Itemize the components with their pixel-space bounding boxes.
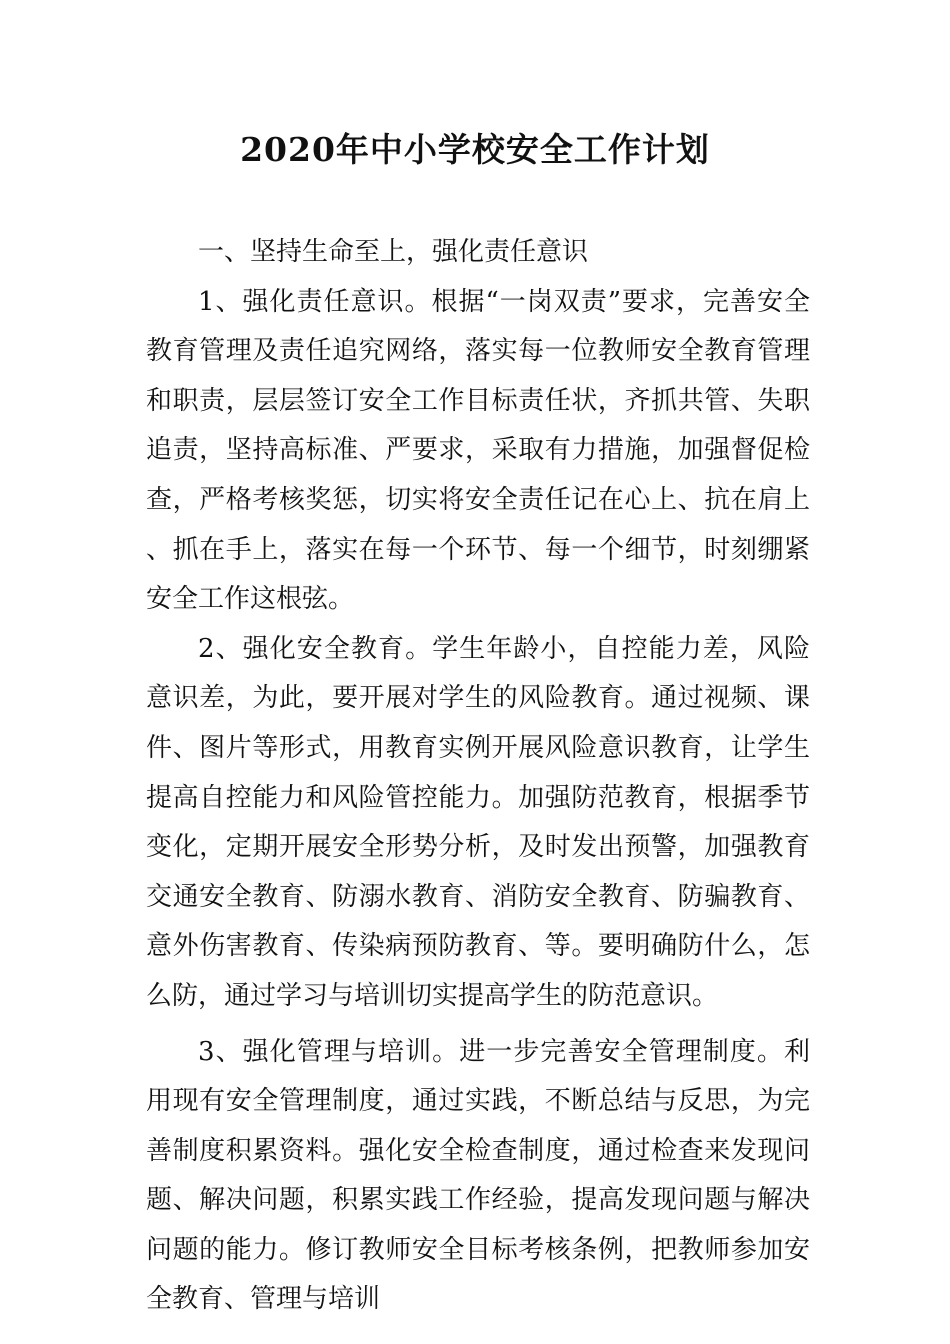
paragraph-1: 1、强化责任意识。根据“一岗双责”要求，完善安全教育管理及责任追究网络，落实每一位教师安全教育管理和职责，层层签订安全工作目标责任状，齐抓共管、失职追责，坚持高标准、严要求，采取有力措施，加强督促检查，严格考核奖惩，切实将安全责任记在心上、抗在肩上、抓在手上，落实在每一个环节、每一个细节，时刻绷紧安全工作这根弦。: [146, 286, 810, 615]
section-heading: 一、坚持生命至上，强化责任意识: [198, 237, 589, 267]
paragraph-3: 3、强化管理与培训。进一步完善安全管理制度。利用现有安全管理制度，通过实践，不断总结与反思，为完善制度积累资料。强化安全检查制度，通过检查来发现问题、解决问题，积累实践工作经验，提高发现问题与解决问题的能力。修订教师安全目标考核条例，把教师参加安全教育、管理与培训: [146, 1036, 810, 1315]
document-body: [146, 228, 810, 1325]
paragraph-2: 2、强化安全教育。学生年龄小，自控能力差，风险意识差，为此，要开展对学生的风险教育。通过视频、课件、图片等形式，用教育实例开展风险意识教育，让学生提高自控能力和风险管控能力。加强防范教育，根据季节变化，定期开展安全形势分析，及时发出预警，加强教育交通安全教育、防溺水教育、消防安全教育、防骗教育、意外伤害教育、传染病预防教育、等。要明确防什么，怎么防，通过学习与培训切实提高学生的防范意识。: [146, 633, 810, 1011]
document-title: 2020年中小学校安全工作计划: [240, 130, 710, 169]
